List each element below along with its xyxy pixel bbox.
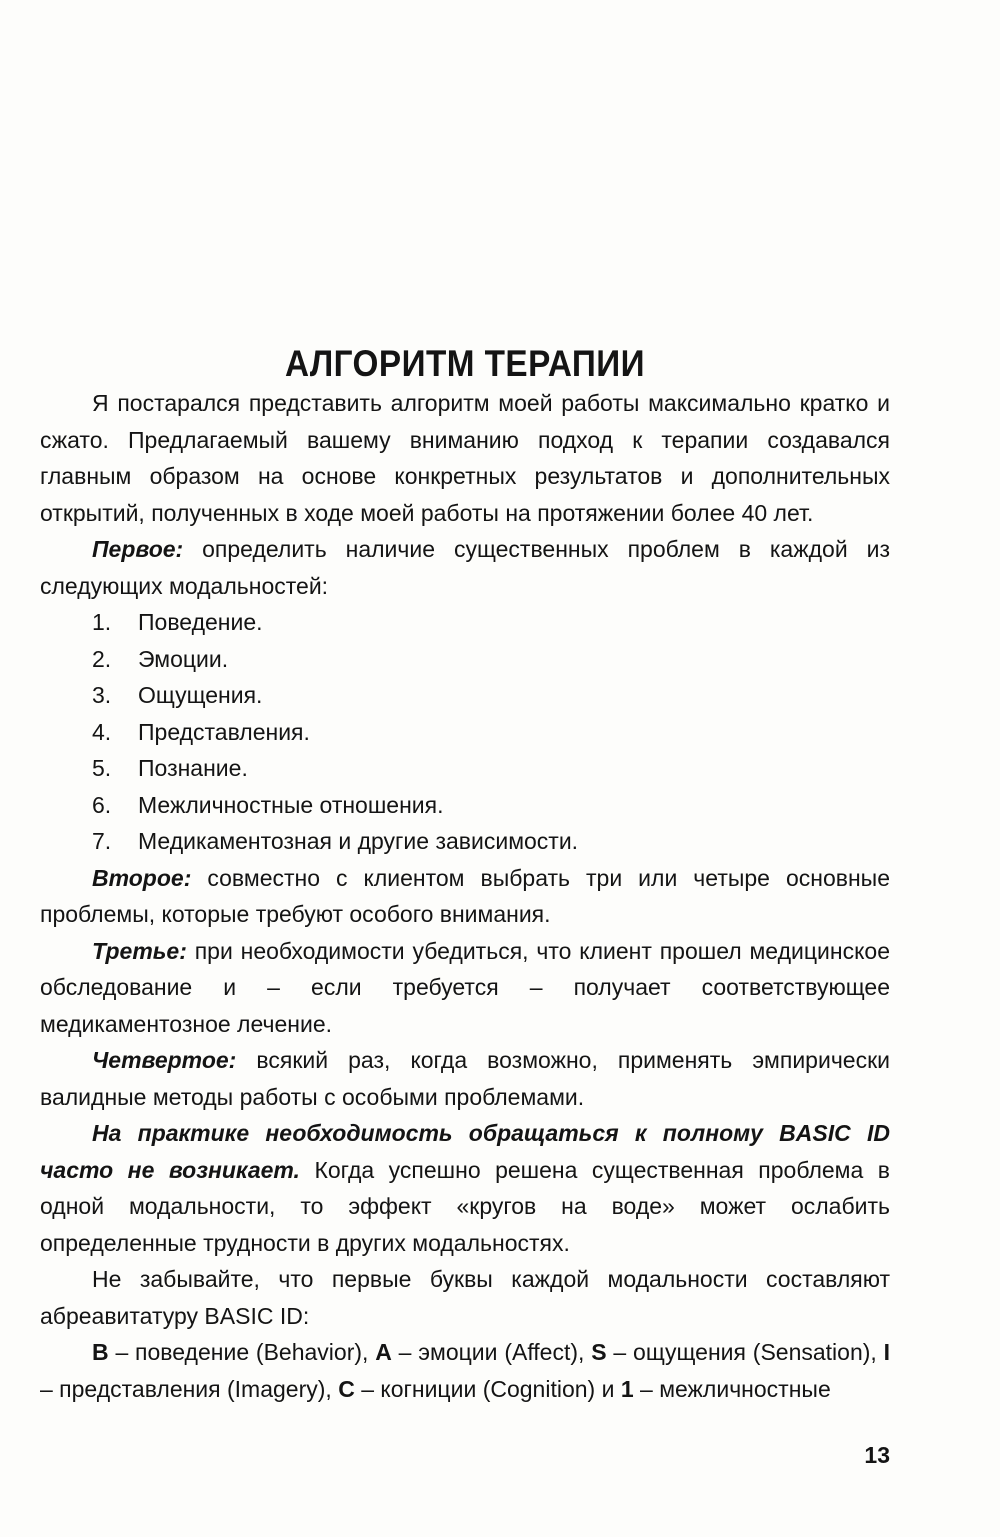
acronym-text: – межличностные xyxy=(633,1375,831,1402)
list-item xyxy=(40,641,890,678)
reminder-paragraph: Не забывайте, что первые буквы каждой модальности составляют абреавитатуру BASIC ID: xyxy=(40,1266,890,1329)
acronym-letter: 1 xyxy=(620,1375,634,1402)
intro-paragraph: Я постарался представить алгоритм моей работы максимально кратко и сжато. Предлагаемый вашему вниманию подход к терапии создавался главным образом на основе конкретных результатов и дополнительных открытий, полученных в ходе моей работы на протяжении более 40 лет. xyxy=(40,390,890,526)
body-text xyxy=(40,385,890,1407)
acronym-text: – когниции (Cognition) и xyxy=(354,1375,621,1402)
list-item-label: Межличностные отношения. xyxy=(138,791,444,818)
step-third-paragraph xyxy=(40,933,890,1043)
acronym-text: – эмоции (Affect), xyxy=(391,1339,592,1365)
list-item-label: Ощущения. xyxy=(138,682,263,708)
list-item-label: Эмоции. xyxy=(138,645,229,672)
acronym-letter: I xyxy=(883,1339,891,1365)
list-item xyxy=(40,750,890,787)
list-item xyxy=(40,714,890,751)
acronym-letter: C xyxy=(338,1375,355,1402)
acronym-text: – поведение (Behavior), xyxy=(108,1339,376,1365)
list-item xyxy=(40,677,890,714)
step-third-text: при необходимости убедиться, что клиент прошел медицинское обследование и – если требуется – получает соответствующее медикаментозное лечение. xyxy=(40,937,890,1037)
list-item-number: 3. xyxy=(92,682,112,708)
step-fourth-text: всякий раз, когда возможно, применять эмпирически валидные методы работы с особыми проблемами. xyxy=(40,1047,890,1110)
practice-paragraph xyxy=(40,1115,890,1261)
step-second-paragraph xyxy=(40,860,890,933)
list-item-label: Медикаментозная и другие зависимости. xyxy=(138,828,579,854)
page-title: АЛГОРИТМ ТЕРАПИИ xyxy=(284,342,646,384)
list-item-number: 6. xyxy=(92,791,112,818)
acronym-text: – представления (Imagery), xyxy=(40,1375,339,1402)
practice-text: Когда успешно решена существенная проблема в одной модальности, то эффект «кругов на воде» может ослабить определенные трудности в других модальностях. xyxy=(40,1156,890,1256)
list-item-number: 5. xyxy=(92,755,112,781)
step-fourth-lead: Четвертое: xyxy=(92,1047,237,1073)
step-third-lead: Третье: xyxy=(92,937,187,964)
list-item-label: Поведение. xyxy=(138,609,263,635)
step-fourth-paragraph xyxy=(40,1042,890,1115)
step-second-text: совместно с клиентом выбрать три или четыре основные проблемы, которые требуют особого внимания. xyxy=(40,864,890,927)
practice-emphasis: На практике необходимость обращаться к полному BASIC ID часто не возникает. xyxy=(40,1120,890,1183)
list-item-number: 1. xyxy=(92,609,112,635)
step-first-paragraph xyxy=(40,531,890,604)
list-item xyxy=(40,823,890,860)
book-page xyxy=(40,0,890,1537)
list-item-label: Познание. xyxy=(138,755,248,781)
list-item-label: Представления. xyxy=(138,718,310,745)
acronym-paragraph xyxy=(40,1334,890,1407)
acronym-letter: A xyxy=(375,1339,392,1365)
acronym-text: – ощущения (Sensation), xyxy=(606,1339,884,1365)
list-item-number: 4. xyxy=(92,718,112,745)
acronym-letter: S xyxy=(591,1339,607,1365)
list-item-number: 7. xyxy=(92,828,112,854)
page-number: 13 xyxy=(864,1442,890,1468)
list-item-number: 2. xyxy=(92,645,112,672)
list-item xyxy=(40,787,890,824)
step-first-text: определить наличие существенных проблем в каждой из следующих модальностей: xyxy=(40,536,890,599)
step-first-lead: Первое: xyxy=(92,536,184,562)
acronym-letter: B xyxy=(92,1339,109,1365)
list-item xyxy=(40,604,890,641)
modalities-list xyxy=(40,604,890,860)
step-second-lead: Второе: xyxy=(92,864,192,891)
